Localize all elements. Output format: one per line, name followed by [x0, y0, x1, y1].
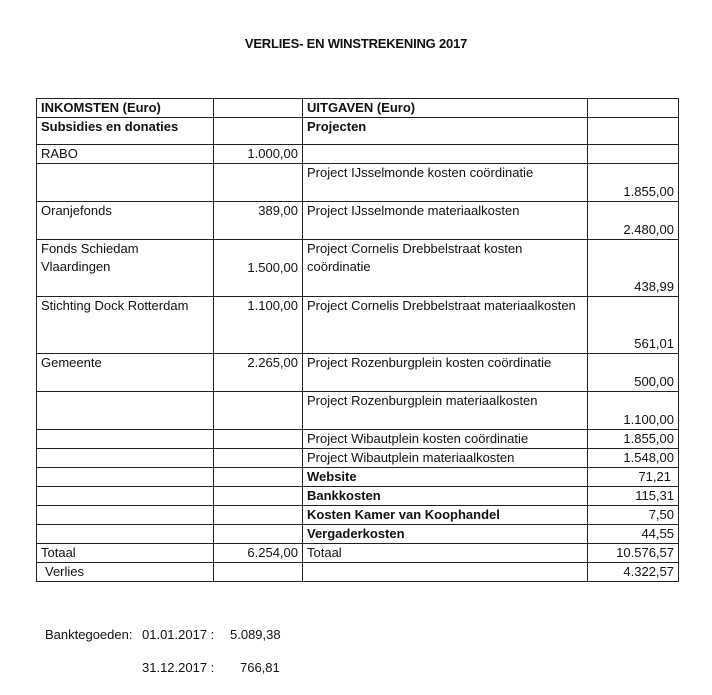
expense-label: Project Rozenburgplein materiaalkosten [303, 392, 588, 430]
expense-header: UITGAVEN (Euro) [303, 99, 588, 118]
table-row [37, 449, 679, 468]
income-amount: 1.100,00 [214, 297, 303, 354]
expense-label: Project Wibautplein materiaalkosten [303, 449, 588, 468]
table-row [37, 525, 679, 544]
income-amount: 2.265,00 [214, 354, 303, 392]
income-label [37, 487, 214, 506]
expense-amount: 500,00 [588, 354, 679, 392]
income-amount [214, 392, 303, 430]
income-label [37, 164, 214, 202]
income-amount [214, 487, 303, 506]
expense-label: Project Cornelis Drebbelstraat materiaalkosten [303, 297, 588, 354]
expense-label: Project IJsselmonde kosten coördinatie [303, 164, 588, 202]
income-amount [214, 525, 303, 544]
table-row [37, 487, 679, 506]
income-label: RABO [37, 145, 214, 164]
income-amount [214, 164, 303, 202]
income-label [37, 430, 214, 449]
table-row [37, 297, 679, 354]
table-row [37, 354, 679, 392]
table-row [37, 202, 679, 240]
income-label: Fonds Schiedam Vlaardingen [37, 240, 214, 297]
expense-amount: 44,55 [588, 525, 679, 544]
empty-cell [214, 99, 303, 118]
income-amount: 389,00 [214, 202, 303, 240]
table-row [37, 164, 679, 202]
expense-label: Project IJsselmonde materiaalkosten [303, 202, 588, 240]
table-row [37, 506, 679, 525]
income-total-label: Totaal [37, 544, 214, 563]
income-header: INKOMSTEN (Euro) [37, 99, 214, 118]
expense-amount: 1.855,00 [588, 430, 679, 449]
total-row [37, 544, 679, 563]
subheader-row [37, 118, 679, 145]
income-amount: 1.500,00 [214, 240, 303, 297]
income-label [37, 468, 214, 487]
expense-amount [588, 145, 679, 164]
empty-cell [214, 118, 303, 145]
income-amount [214, 506, 303, 525]
expense-amount: 561,01 [588, 297, 679, 354]
expense-label: Bankkosten [303, 487, 588, 506]
income-label [37, 506, 214, 525]
loss-row [37, 563, 679, 582]
table-row [37, 468, 679, 487]
expense-amount: 7,50 [588, 506, 679, 525]
expense-label: Project Wibautplein kosten coördinatie [303, 430, 588, 449]
table-row [37, 240, 679, 297]
income-amount [214, 449, 303, 468]
income-amount: 1.000,00 [214, 145, 303, 164]
income-label [37, 525, 214, 544]
document-title: VERLIES- EN WINSTREKENING 2017 [244, 36, 468, 51]
bank-start-amount: 5.089,38 [230, 627, 281, 642]
income-label: Stichting Dock Rotterdam [37, 297, 214, 354]
expense-total-amount: 10.576,57 [588, 544, 679, 563]
bank-end-amount: 766,81 [240, 660, 280, 675]
bank-start-date: 01.01.2017 : [142, 627, 215, 642]
income-subheader: Subsidies en donaties [37, 118, 214, 145]
bank-end-date: 31.12.2017 : [142, 660, 215, 675]
expense-amount: 71,21 [588, 468, 679, 487]
empty-cell [588, 99, 679, 118]
empty-cell [588, 118, 679, 145]
income-label [37, 392, 214, 430]
expense-label [303, 145, 588, 164]
expense-label: Project Cornelis Drebbelstraat kosten coördinatie [303, 240, 588, 297]
profit-loss-table [36, 98, 679, 582]
expense-amount: 1.100,00 [588, 392, 679, 430]
loss-label: Verlies [37, 563, 214, 582]
expense-total-label: Totaal [303, 544, 588, 563]
expense-amount: 115,31 [588, 487, 679, 506]
income-amount [214, 430, 303, 449]
expense-amount: 1.855,00 [588, 164, 679, 202]
table-row [37, 145, 679, 164]
income-total-amount: 6.254,00 [214, 544, 303, 563]
expense-label: Vergaderkosten [303, 525, 588, 544]
income-label: Oranjefonds [37, 202, 214, 240]
bank-balance-label: Banktegoeden: [45, 627, 133, 642]
empty-cell [303, 563, 588, 582]
expense-label: Kosten Kamer van Koophandel [303, 506, 588, 525]
table-row [37, 392, 679, 430]
table-row [37, 430, 679, 449]
income-amount [214, 468, 303, 487]
expense-label: Project Rozenburgplein kosten coördinatie [303, 354, 588, 392]
expense-label: Website [303, 468, 588, 487]
expense-subheader: Projecten [303, 118, 588, 145]
header-row [37, 99, 679, 118]
expense-amount: 438,99 [588, 240, 679, 297]
expense-amount: 2.480,00 [588, 202, 679, 240]
loss-amount: 4.322,57 [588, 563, 679, 582]
empty-cell [214, 563, 303, 582]
income-label: Gemeente [37, 354, 214, 392]
expense-amount: 1.548,00 [588, 449, 679, 468]
income-label [37, 449, 214, 468]
